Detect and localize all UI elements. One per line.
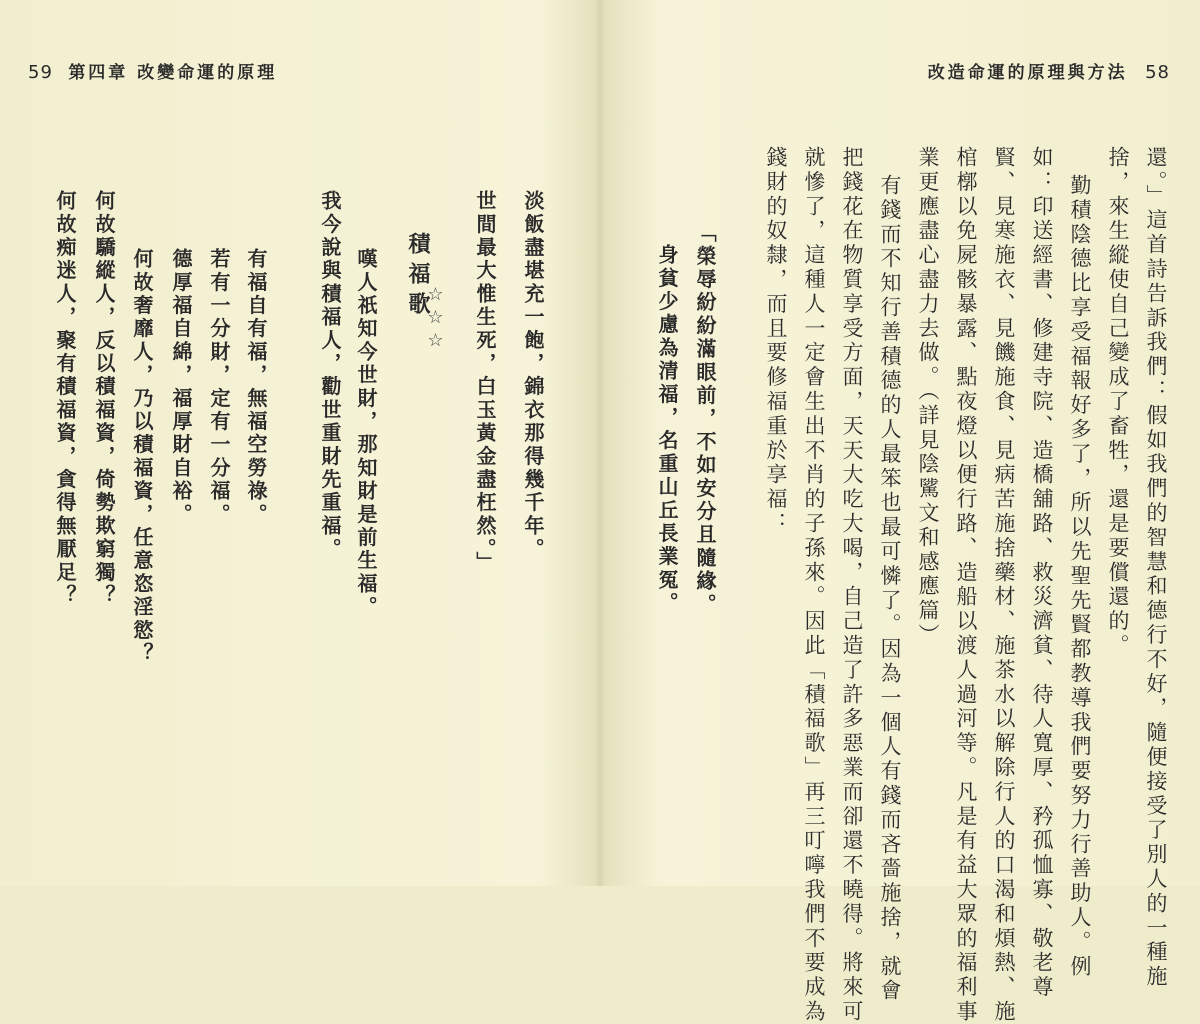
left-page xyxy=(0,0,600,886)
body-line: 業更應盡心盡力去做。（詳見陰騭文和感應篇） xyxy=(916,146,940,648)
body-line: 棺槨以免屍骸暴露、點夜燈以便行路、造船以渡人過河等。凡是有益大眾的福利事 xyxy=(954,146,978,1024)
chapter-title: 第四章 改變命運的原理 xyxy=(68,63,278,83)
body-line: 還。」這首詩告訴我們：假如我們的智慧和德行不好，隨便接受了別人的一種施 xyxy=(1144,146,1168,990)
poem-line: 何故奢靡人，乃以積福資，任意恣淫慾？ xyxy=(130,248,154,666)
poem-line: 嘆人祇知今世財，那知財是前生福。 xyxy=(354,248,378,620)
body-line: 把錢花在物質享受方面，天天大吃大喝，自己造了許多惡業而卻還不曉得。將來可 xyxy=(840,146,864,1024)
poem-line: 何故痴迷人，聚有積福資，貪得無厭足？ xyxy=(53,190,77,608)
body-line: 錢財的奴隸，而且要修福重於享福： xyxy=(764,146,788,537)
page-header xyxy=(928,58,1170,83)
body-line: 捨，來生縱使自己變成了畜牲，還是要償還的。 xyxy=(1106,146,1130,659)
verse-line: 淡飯盡堪充一飽，錦衣那得幾千年。 xyxy=(521,190,545,562)
poem-line: 有福自有福，無福空勞祿。 xyxy=(244,248,268,527)
poem-line: 何故驕縱人，反以積福資，倚勢欺窮獨？ xyxy=(92,190,116,608)
body-line: 勤積陰德比享受福報好多了，所以先聖先賢都教導我們要努力行善助人。例 xyxy=(1068,174,1092,980)
quote-line: 身貧少慮為清福，名重山丘長業冤。 xyxy=(655,244,679,616)
page-header xyxy=(28,58,277,83)
poem-title: 積福歌 xyxy=(405,232,430,322)
section-divider-stars: ☆☆☆ xyxy=(425,284,446,353)
page-number: 59 xyxy=(28,62,53,83)
poem-line: 德厚福自綿，福厚財自裕。 xyxy=(169,248,193,527)
verse-line: 世間最大惟生死，白玉黃金盡枉然。」 xyxy=(473,190,497,575)
quote-line: 「榮辱紛紛滿眼前，不如安分且隨緣。 xyxy=(693,222,717,617)
body-line: 就慘了，這種人一定會生出不肖的子孫來。因此「積福歌」再三叮嚀我們不要成為 xyxy=(802,146,826,1024)
body-line: 賢、見寒施衣、見饑施食、見病苦施捨藥材、施茶水以解除行人的口渴和煩熱、施 xyxy=(992,146,1016,1024)
page-number: 58 xyxy=(1145,62,1170,83)
poem-line: 若有一分財，定有一分福。 xyxy=(207,248,231,527)
poem-line: 我今說與積福人，勸世重財先重福。 xyxy=(318,190,342,562)
body-line: 如：印送經書、修建寺院、造橋舖路、救災濟貧、待人寬厚、矜孤恤寡、敬老尊 xyxy=(1030,146,1054,1000)
right-page xyxy=(600,0,1200,1024)
running-title: 改造命運的原理與方法 xyxy=(927,63,1128,83)
body-line: 有錢而不知行善積德的人最笨也最可憐了。因為一個人有錢而吝嗇施捨，就會 xyxy=(878,174,902,1004)
